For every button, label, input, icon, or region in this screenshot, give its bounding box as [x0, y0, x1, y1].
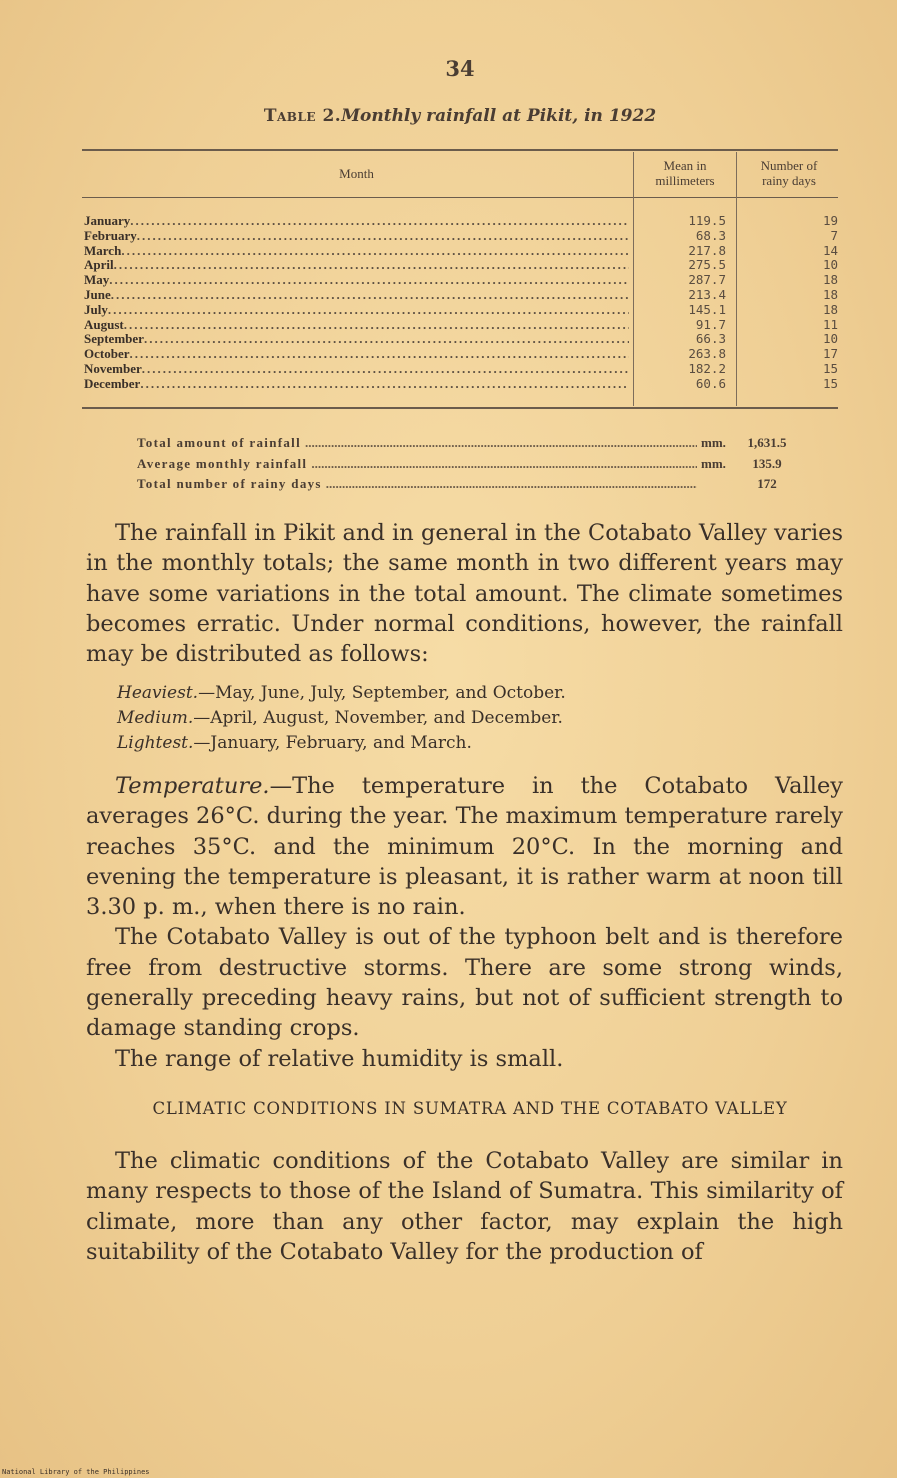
month-name: January — [84, 214, 131, 228]
table-row — [84, 318, 629, 333]
page-number: 34 — [445, 56, 475, 81]
days-value: 10 — [822, 331, 838, 347]
table-row — [84, 214, 629, 229]
header-days-line1: Number of — [760, 158, 818, 173]
mean-value: 213.4 — [688, 286, 726, 302]
distribution-item — [117, 706, 817, 731]
month-name: June — [84, 287, 111, 302]
dot-leader — [305, 433, 697, 454]
dot-leader — [142, 362, 629, 377]
mean-value: 145.1 — [688, 301, 726, 317]
month-name: July — [84, 302, 108, 317]
table-label: Table 2. — [263, 106, 342, 126]
month-column — [84, 214, 629, 392]
distribution-item — [117, 681, 817, 706]
column-divider-2 — [736, 152, 737, 406]
total-value: 172 — [757, 476, 777, 491]
dot-leader — [109, 273, 629, 288]
dot-leader — [121, 244, 629, 259]
header-mean-line1: Mean in — [663, 158, 707, 173]
mean-column — [640, 214, 726, 392]
library-footer: National Library of the Philippines — [2, 1468, 150, 1476]
section-heading: CLIMATIC CONDITIONS IN SUMATRA AND THE COTABATO VALLEY — [152, 1099, 788, 1118]
distribution-label: Heaviest. — [117, 683, 199, 703]
mean-value: 275.5 — [688, 257, 726, 273]
mean-value: 263.8 — [688, 346, 726, 362]
table-row — [84, 332, 629, 347]
mean-value: 66.3 — [695, 331, 726, 347]
temperature-text: —The temperature in the Cotabato Valley averages 26°C. during the year. The maximum temperature rarely reaches 35°C. and the minimum 20°C. In the morning and evening the temperature is pleasant, it is rather warm at noon till 3.30 p. m., when there is no rain. — [86, 773, 843, 921]
mean-value: 91.7 — [695, 316, 726, 332]
distribution-months: —January, February, and March. — [193, 733, 472, 753]
month-name: April — [84, 258, 114, 273]
distribution-months: —May, June, July, September, and October. — [198, 683, 566, 703]
month-name: May — [84, 273, 110, 288]
mean-value: 217.8 — [688, 242, 726, 258]
days-column — [744, 214, 838, 392]
days-value: 19 — [822, 213, 838, 228]
table-bottom-rule — [82, 407, 838, 409]
rainfall-paragraph — [86, 518, 843, 669]
table-row — [84, 258, 629, 273]
table-title — [0, 106, 897, 126]
total-label: Total number of rainy days — [137, 476, 322, 491]
days-value: 14 — [822, 242, 838, 258]
days-value: 17 — [822, 346, 838, 362]
month-name: August — [84, 317, 124, 332]
month-name: November — [84, 361, 142, 376]
month-name: March — [84, 243, 122, 258]
table-caption: Monthly rainfall at Pikit, in 1922 — [341, 106, 657, 126]
mean-value: 60.6 — [695, 375, 726, 391]
total-label: Total amount of rainfall — [137, 435, 301, 450]
header-days-line2: rainy days — [762, 173, 816, 188]
month-name: September — [84, 332, 144, 347]
table-row — [84, 229, 629, 244]
rainfall-distribution-list — [117, 681, 817, 756]
temperature-lead: Temperature. — [115, 773, 270, 799]
distribution-item — [117, 731, 817, 756]
mean-value: 119.5 — [688, 213, 726, 228]
header-mean — [636, 158, 734, 188]
days-value: 18 — [822, 272, 838, 288]
dot-leader — [124, 318, 629, 333]
days-value: 15 — [822, 375, 838, 391]
total-unit: mm. — [701, 435, 726, 450]
total-unit: mm. — [701, 455, 726, 471]
month-name: December — [84, 376, 141, 391]
paragraph-sumatra: The climatic conditions of the Cotabato Valley are similar in many respects to those of the Island of Sumatra. This similarity of climate, more than any other factor, may explain the high suitability of the Cotabato Valley for the production of — [86, 1148, 843, 1265]
dot-leader — [129, 347, 629, 362]
header-days — [739, 158, 839, 188]
total-unit — [701, 474, 737, 495]
days-value: 18 — [822, 286, 838, 302]
table-top-rule — [82, 149, 838, 151]
sumatra-paragraph — [86, 1146, 843, 1267]
table-row — [84, 303, 629, 318]
month-name: October — [84, 347, 130, 362]
total-value: 135.9 — [752, 455, 782, 471]
dot-leader — [114, 258, 629, 273]
table-row — [84, 362, 629, 377]
dot-leader — [130, 214, 629, 229]
total-row — [137, 454, 797, 475]
totals-block — [137, 433, 797, 495]
days-value: 7 — [830, 227, 838, 243]
days-value: 10 — [822, 257, 838, 273]
table-row — [84, 244, 629, 259]
climate-paragraphs — [86, 771, 843, 1074]
total-row — [137, 433, 797, 454]
paragraph-typhoon: The Cotabato Valley is out of the typhoon belt and is therefore free from destructive storms. There are some strong winds, generally preceding heavy rains, but not of sufficient strength to damage standing crops. — [86, 924, 843, 1042]
column-divider-1 — [633, 152, 634, 406]
dot-leader — [108, 303, 629, 318]
dot-leader — [137, 229, 629, 244]
days-value: 11 — [822, 316, 838, 332]
days-value: 18 — [822, 301, 838, 317]
dot-leader — [311, 454, 697, 475]
table-row — [84, 288, 629, 303]
table-row — [84, 273, 629, 288]
distribution-label: Medium. — [117, 708, 194, 728]
month-name: February — [84, 228, 137, 243]
paragraph-rainfall: The rainfall in Pikit and in general in the Cotabato Valley varies in the monthly totals; the same month in two different years may have some variations in the total amount. The climate sometimes becomes erratic. Under normal conditions, however, the rainfall may be distributed as follows: — [86, 520, 843, 668]
table-row — [84, 377, 629, 392]
table-header-rule — [82, 197, 838, 198]
paragraph-temperature — [86, 771, 843, 922]
mean-value: 68.3 — [695, 227, 726, 243]
paragraph-humidity: The range of relative humidity is small. — [115, 1045, 564, 1072]
mean-value: 182.2 — [688, 360, 726, 376]
distribution-label: Lightest. — [117, 733, 194, 753]
days-value: 15 — [822, 360, 838, 376]
dot-leader — [326, 474, 697, 495]
total-row — [137, 474, 797, 495]
mean-value: 287.7 — [688, 272, 726, 288]
header-month: Month — [339, 166, 374, 181]
total-label: Average monthly rainfall — [137, 455, 308, 471]
distribution-months: —April, August, November, and December. — [193, 708, 563, 728]
header-mean-line2: millimeters — [655, 173, 715, 188]
dot-leader — [144, 332, 629, 347]
dot-leader — [111, 288, 629, 303]
table-row — [84, 347, 629, 362]
dot-leader — [140, 377, 629, 392]
total-value: 1,631.5 — [747, 435, 787, 450]
